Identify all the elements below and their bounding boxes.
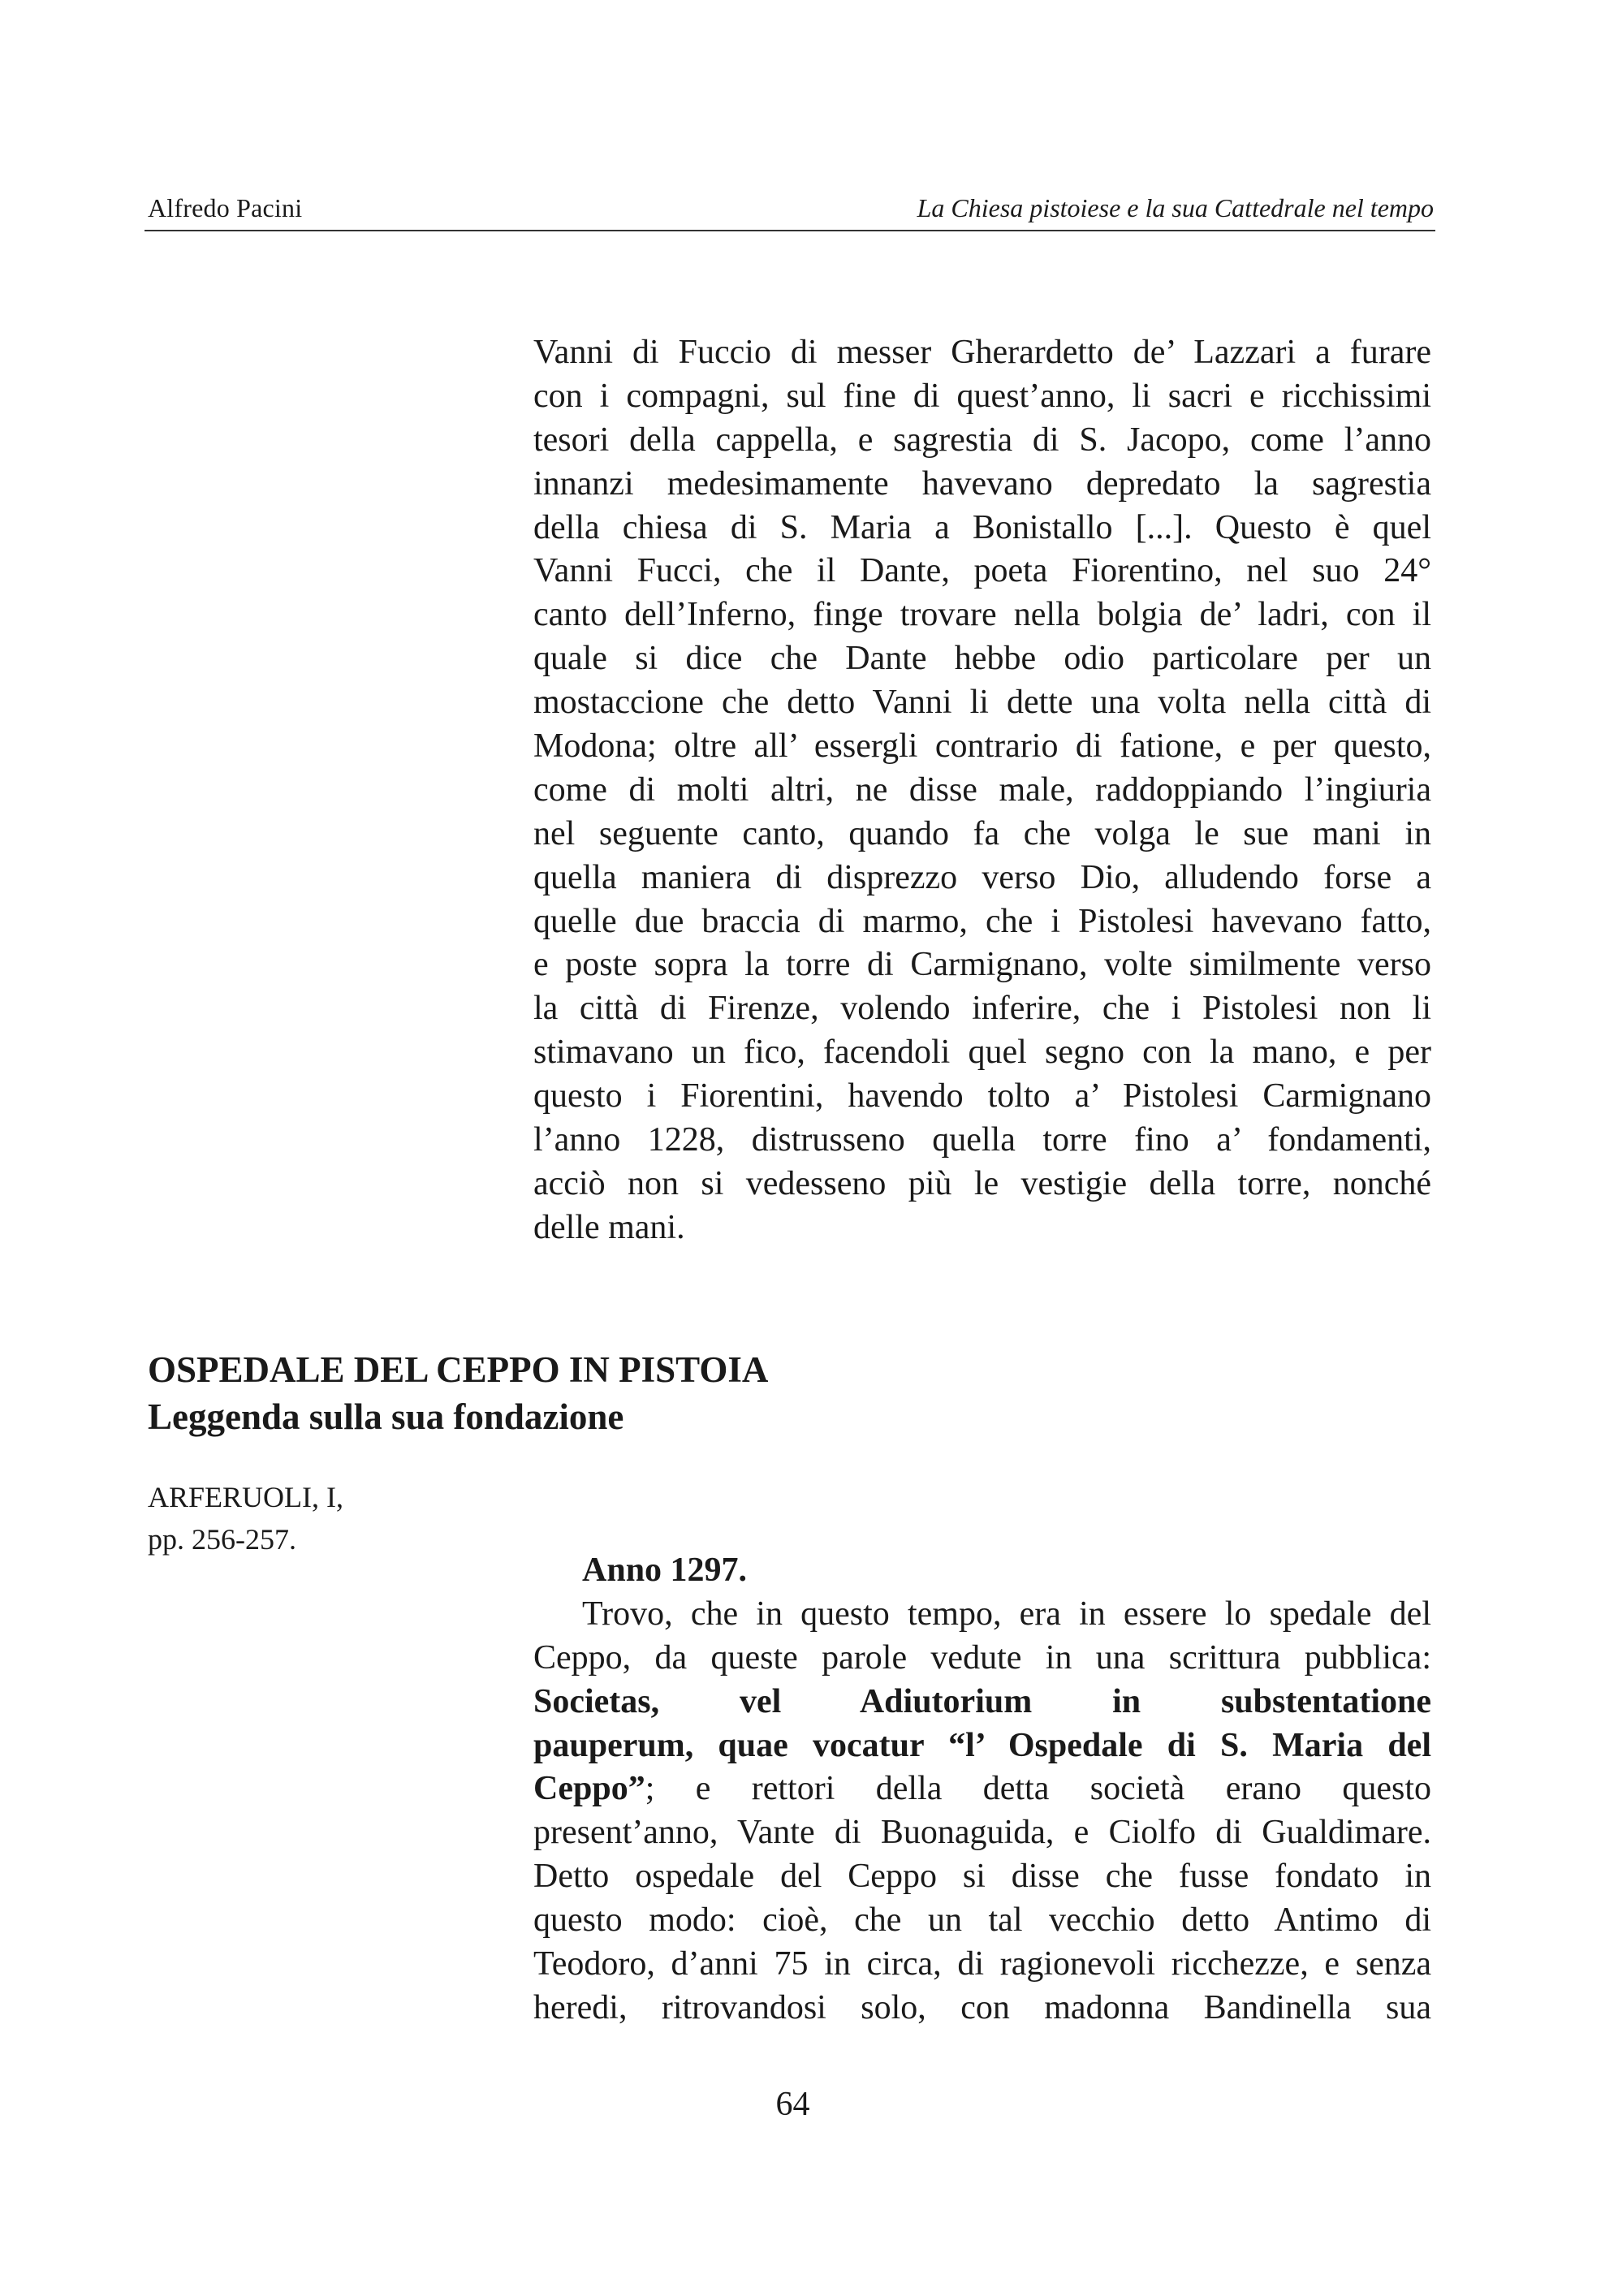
paragraph-line: quella maniera di disprezzo verso Dio, alludendo forse a	[533, 858, 1431, 896]
paragraph-line: quelle due braccia di marmo, che i Pistolesi havevano fatto,	[533, 902, 1431, 940]
paragraph-line: la città di Firenze, volendo inferire, che i Pistolesi non li	[533, 990, 1431, 1028]
paragraph-line: con i compagni, sul fine di quest’anno, li sacri e ricchissimi	[533, 377, 1431, 415]
paragraph-line: Detto ospedale del Ceppo si disse che fusse fondato in	[533, 1858, 1431, 1896]
paragraph-line: heredi, ritrovandosi solo, con madonna Bandinella sua	[533, 1988, 1431, 2026]
paragraph-line: Vanni di Fuccio di messer Gherardetto de’ Lazzari a furare	[533, 334, 1431, 371]
header-divider	[145, 230, 1435, 231]
paragraph-line	[533, 1767, 1431, 1811]
paragraph-line: delle mani.	[533, 1208, 685, 1246]
running-header-author: Alfredo Pacini	[148, 193, 303, 222]
paragraph-line: present’anno, Vante di Buonaguida, e Ciolfo di Gualdimare.	[533, 1814, 1431, 1852]
paragraph-line: Teodoro, d’anni 75 in circa, di ragionevoli ricchezze, e senza	[533, 1945, 1431, 1983]
running-header-title: La Chiesa pistoiese e la sua Cattedrale nel tempo	[917, 193, 1434, 222]
paragraph-line: tesori della cappella, e sagrestia di S. Jacopo, come l’anno	[533, 421, 1431, 459]
source-citation-line-1: ARFERUOLI, I,	[148, 1481, 343, 1513]
paragraph-line: questo i Fiorentini, havendo tolto a’ Pistolesi Carmignano	[533, 1077, 1431, 1116]
paragraph-line: nel seguente canto, quando fa che volga le sue mani in	[533, 814, 1431, 852]
page-number	[0, 2085, 1618, 2124]
paragraph-line: innanzi medesimamente havevano depredato la sagrestia	[533, 464, 1431, 503]
source-citation-line-2: pp. 256-257.	[148, 1523, 296, 1556]
latin-quotation-line: Societas, vel Adiutorium in substentatione	[533, 1682, 1431, 1720]
section-heading	[148, 1346, 768, 1440]
paragraph-line: della chiesa di S. Maria a Bonistallo [...]. Questo è quel	[533, 508, 1431, 546]
paragraph-line: come di molti altri, ne disse male, raddoppiando l’ingiuria	[533, 770, 1431, 809]
paragraph-line: acciò non si vedesseno più le vestigie della torre, nonché	[533, 1164, 1431, 1202]
passage-2	[533, 1549, 1431, 2031]
paragraph-line: Modona; oltre all’ essergli contrario di fatione, e per questo,	[533, 727, 1431, 766]
paragraph-line-text: ; e rettori della detta società erano questo	[645, 1770, 1431, 1808]
paragraph-line: questo modo: cioè, che un tal vecchio detto Antimo di	[533, 1901, 1431, 1940]
page-number-text: 64	[775, 2086, 810, 2123]
paragraph-line: e poste sopra la torre di Carmignano, volte similmente verso	[533, 946, 1431, 984]
section-title: OSPEDALE DEL CEPPO IN PISTOIA	[148, 1349, 769, 1390]
passage-1	[533, 331, 1431, 1250]
paragraph-line: stimavano un fico, facendoli quel segno con la mano, e per	[533, 1034, 1431, 1072]
paragraph-line: quale si dice che Dante hebbe odio particolare per un	[533, 640, 1431, 678]
paragraph-line: l’anno 1228, distrusseno quella torre fino a’ fondamenti,	[533, 1121, 1431, 1159]
paragraph-line: mostaccione che detto Vanni li dette una volta nella città di	[533, 684, 1431, 722]
paragraph-line: Trovo, che in questo tempo, era in essere lo spedale del	[582, 1595, 1431, 1633]
paragraph-line: Ceppo, da queste parole vedute in una scrittura pubblica:	[533, 1638, 1431, 1677]
latin-quotation-end: Ceppo”	[533, 1770, 645, 1808]
latin-quotation-line: pauperum, quae vocatur “l’ Ospedale di S. Maria del	[533, 1726, 1431, 1764]
source-citation	[148, 1476, 343, 1560]
section-subtitle: Leggenda sulla sua fondazione	[148, 1396, 624, 1437]
paragraph-line: Vanni Fucci, che il Dante, poeta Fiorentino, nel suo 24°	[533, 552, 1431, 590]
paragraph-line: canto dell’Inferno, finge trovare nella bolgia de’ ladri, con il	[533, 596, 1431, 634]
year-heading: Anno 1297.	[582, 1552, 748, 1589]
